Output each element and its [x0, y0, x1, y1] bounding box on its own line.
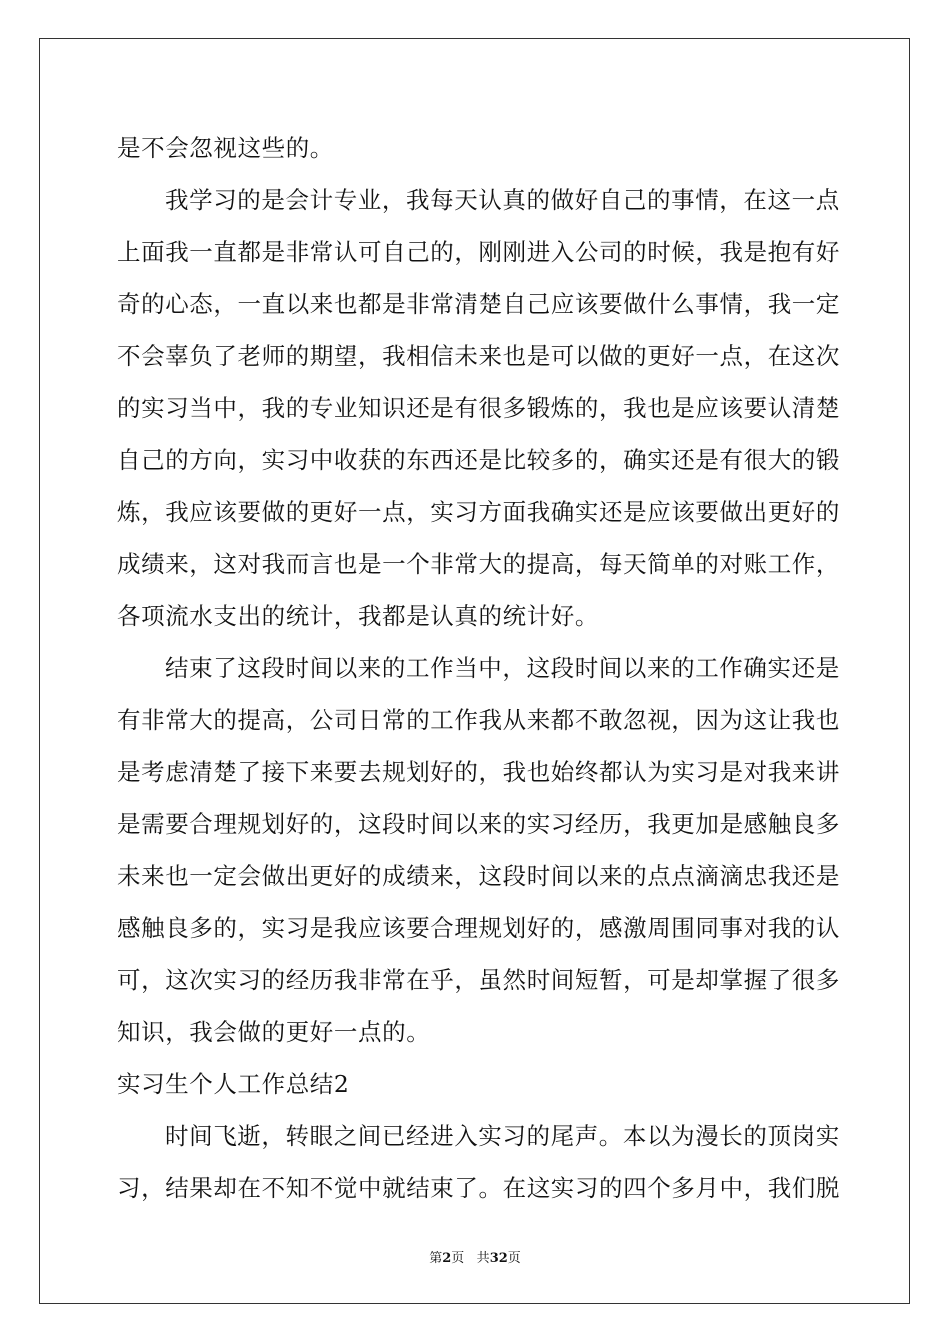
text-line: 炼，我应该要做的更好一点，实习方面我确实还是应该要做出更好的	[117, 498, 840, 526]
text-line: 可，这次实习的经历我非常在乎，虽然时间短暂，可是却掌握了很多	[117, 966, 840, 994]
page-footer	[0, 1247, 950, 1266]
paragraph-start-line: 结束了这段时间以来的工作当中，这段时间以来的工作确实还是	[165, 654, 840, 682]
page-prefix: 第	[429, 1251, 443, 1266]
text-line: 的实习当中，我的专业知识还是有很多锻炼的，我也是应该要认清楚	[117, 394, 840, 422]
page-number: 2	[442, 1251, 452, 1266]
paragraph-start-line: 我学习的是会计专业，我每天认真的做好自己的事情，在这一点	[165, 186, 840, 214]
paragraph-start-line: 时间飞逝，转眼之间已经进入实习的尾声。本以为漫长的顶岗实	[165, 1122, 840, 1150]
text-line: 上面我一直都是非常认可自己的，刚刚进入公司的时候，我是抱有好	[117, 238, 840, 266]
text-line: 习，结果却在不知不觉中就结束了。在这实习的四个多月中，我们脱	[117, 1174, 840, 1202]
text-line: 未来也一定会做出更好的成绩来，这段时间以来的点点滴滴忠我还是	[117, 862, 840, 890]
text-line: 各项流水支出的统计，我都是认真的统计好。	[117, 602, 599, 630]
text-line: 感触良多的，实习是我应该要合理规划好的，感激周围同事对我的认	[117, 914, 840, 942]
total-prefix: 共	[476, 1251, 490, 1266]
page-suffix: 页	[451, 1251, 465, 1266]
document-body	[117, 122, 840, 1214]
total-pages: 32	[489, 1251, 508, 1266]
text-line: 成绩来，这对我而言也是一个非常大的提高，每天简单的对账工作，	[117, 550, 840, 578]
text-line: 自己的方向，实习中收获的东西还是比较多的，确实还是有很大的锻	[117, 446, 840, 474]
section-heading: 实习生个人工作总结2	[117, 1070, 350, 1098]
text-line: 是不会忽视这些的。	[117, 134, 334, 162]
text-line: 是需要合理规划好的，这段时间以来的实习经历，我更加是感触良多	[117, 810, 840, 838]
text-line: 有非常大的提高，公司日常的工作我从来都不敢忽视，因为这让我也	[117, 706, 840, 734]
text-line: 不会辜负了老师的期望，我相信未来也是可以做的更好一点，在这次	[117, 342, 840, 370]
text-line: 是考虑清楚了接下来要去规划好的，我也始终都认为实习是对我来讲	[117, 758, 840, 786]
text-line: 奇的心态，一直以来也都是非常清楚自己应该要做什么事情，我一定	[117, 290, 840, 318]
text-line: 知识，我会做的更好一点的。	[117, 1018, 431, 1046]
total-suffix: 页	[507, 1251, 521, 1266]
